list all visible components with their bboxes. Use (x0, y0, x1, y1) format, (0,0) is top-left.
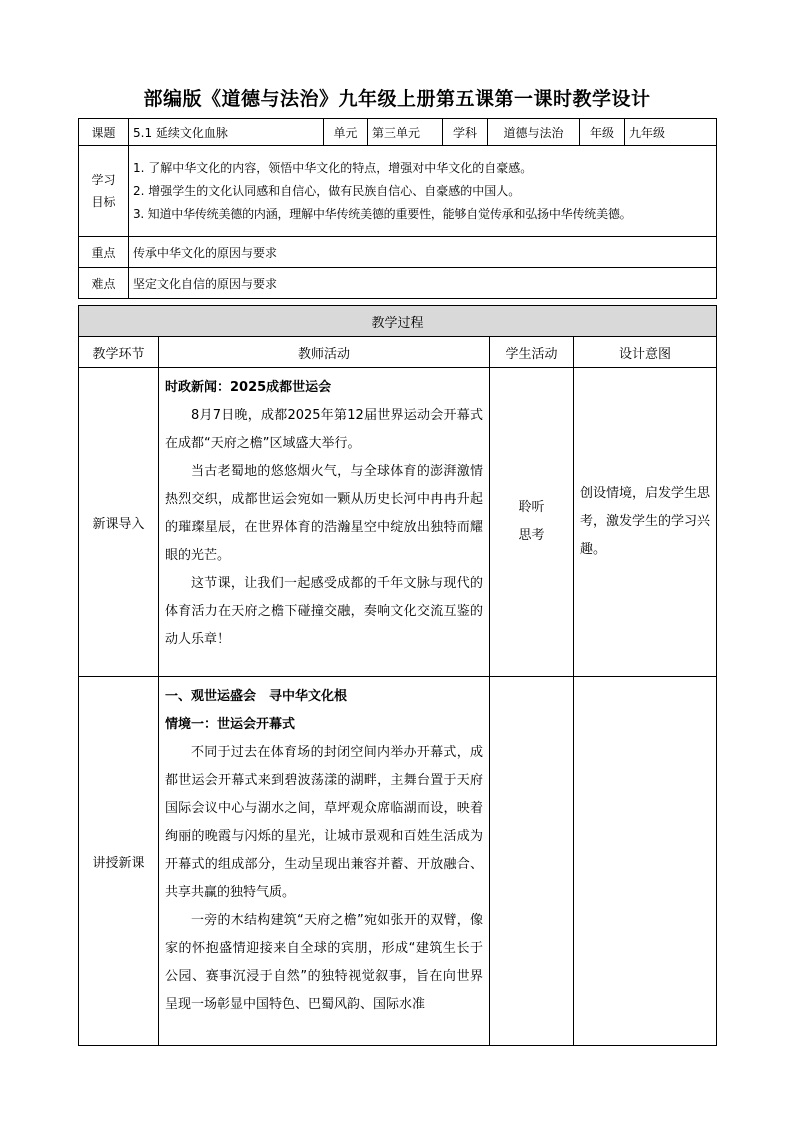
course-value: 5.1 延续文化血脉 (129, 119, 324, 146)
column-header: 教学环节 (79, 337, 159, 368)
column-headers (79, 337, 717, 368)
document-title: 部编版《道德与法治》九年级上册第五课第一课时教学设计 (143, 88, 651, 110)
stage-cell: 讲授新课 (79, 677, 159, 1046)
goals-label-line-2: 目标 (91, 195, 116, 209)
process-header-row (79, 306, 717, 337)
teacher-paragraph: 这节课，让我们一起感受成都的千年文脉与现代的体育活力在天府之檐下碰撞交融，奏响文化交流互鉴的动人乐章！ (165, 576, 483, 647)
grade-value: 九年级 (625, 119, 717, 146)
course-row (79, 119, 717, 146)
goal-item: 1. 了解中华文化的内容，领悟中华文化的特点，增强对中华文化的自豪感。 (133, 161, 533, 175)
info-table (78, 118, 717, 299)
student-activity-line: 思考 (518, 528, 545, 543)
subject-label: 学科 (443, 119, 488, 146)
key-label: 重点 (79, 237, 129, 268)
subject-value: 道德与法治 (488, 119, 580, 146)
difficulty-label: 难点 (79, 268, 129, 299)
difficulty-value: 坚定文化自信的原因与要求 (129, 268, 717, 299)
student-activity (490, 677, 574, 1046)
course-label: 课题 (79, 119, 129, 146)
goals-cell (129, 146, 717, 237)
goals-label (79, 146, 129, 237)
unit-value: 第三单元 (368, 119, 443, 146)
design-intent: 创设情境，启发学生思考，激发学生的学习兴趣。 (574, 368, 717, 677)
teacher-paragraph: 当古老蜀地的悠悠烟火气，与全球体育的澎湃激情热烈交织，成都世运会宛如一颗从历史长河中冉冉升起的璀璨星辰，在世界体育的浩瀚星空中绽放出独特而耀眼的光芒。 (165, 464, 483, 563)
goal-item: 3. 知道中华传统美德的内涵，理解中华传统美德的重要性，能够自觉传承和弘扬中华传统美德。 (133, 207, 632, 221)
teacher-heading: 一、观世运盛会 寻中华文化根 (165, 689, 348, 704)
goals-label-line-1: 学习 (91, 173, 116, 187)
unit-label: 单元 (324, 119, 368, 146)
teacher-activity (159, 368, 490, 677)
stage-cell: 新课导入 (79, 368, 159, 677)
student-activity (490, 368, 574, 677)
grade-label: 年级 (580, 119, 625, 146)
process-table (78, 305, 717, 1046)
process-header: 教学过程 (79, 306, 717, 337)
teacher-paragraph: 8月7日晚，成都2025年第12届世界运动会开幕式在成都“天府之檐”区域盛大举行。 (165, 408, 483, 451)
key-value: 传承中华文化的原因与要求 (129, 237, 717, 268)
goal-item: 2. 增强学生的文化认同感和自信心，做有民族自信心、自豪感的中国人。 (133, 184, 521, 198)
table-row (79, 677, 717, 1046)
teacher-subheading: 情境一：世运会开幕式 (165, 717, 296, 732)
student-activity-line: 聆听 (518, 500, 545, 515)
column-header: 设计意图 (574, 337, 717, 368)
difficulty-row (79, 268, 717, 299)
teacher-heading: 时政新闻：2025成都世运会 (165, 380, 332, 395)
teacher-paragraph: 不同于过去在体育场的封闭空间内举办开幕式，成都世运会开幕式来到碧波荡漾的湖畔，主舞台置于天府国际会议中心与湖水之间，草坪观众席临湖而设，映着绚丽的晚霞与闪烁的星光，让城市景观和百姓生活成为开幕式的组成部分，生动呈现出兼容并蓄、开放融合、共享共赢的独特气质。 (165, 745, 483, 900)
teacher-paragraph: 一旁的木结构建筑“天府之檐”宛如张开的双臂，像家的怀抱盛情迎接来自全球的宾朋，形成“建筑生长于公园、赛事沉浸于自然”的独特视觉叙事，旨在向世界呈现一场彰显中国特色、巴蜀风韵、国际水准 (165, 913, 483, 1012)
column-header: 学生活动 (490, 337, 574, 368)
column-header: 教师活动 (159, 337, 490, 368)
goals-row (79, 146, 717, 237)
teacher-activity (159, 677, 490, 1046)
table-row (79, 368, 717, 677)
key-row (79, 237, 717, 268)
design-intent (574, 677, 717, 1046)
